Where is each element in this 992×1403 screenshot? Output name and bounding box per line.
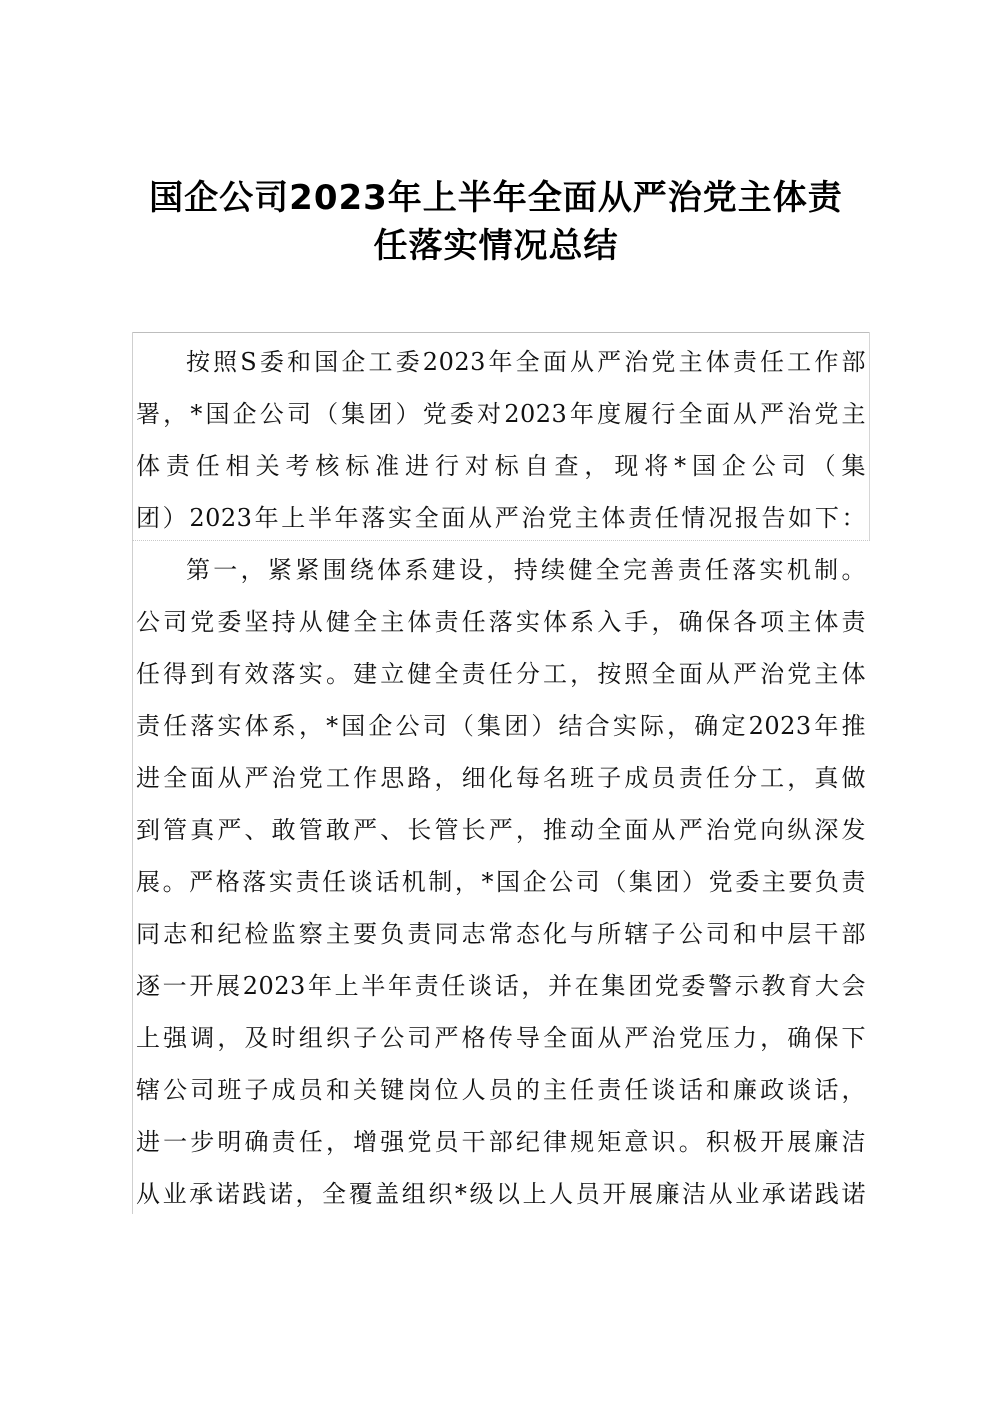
paragraph-line: 公司党委坚持从健全主体责任落实体系入手，确保各项主体责 bbox=[136, 608, 866, 636]
document-title-line-1: 国企公司2023年上半年全面从严治党主体责 bbox=[149, 178, 843, 218]
document-title-line-2: 任落实情况总结 bbox=[373, 226, 619, 266]
paragraph-line: 展。严格落实责任谈话机制，*国企公司（集团）党委主要负责 bbox=[136, 868, 866, 896]
frame-left-border bbox=[132, 332, 133, 1214]
paragraph-line: 到管真严、敢管敢严、长管长严，推动全面从严治党向纵深发 bbox=[136, 816, 866, 844]
paragraph-line: 第一，紧紧围绕体系建设，持续健全完善责任落实机制。 bbox=[186, 556, 866, 584]
frame-right-border bbox=[869, 332, 870, 540]
paragraph-line: 体责任相关考核标准进行对标自查，现将*国企公司（集 bbox=[136, 452, 866, 480]
paragraph-line: 团）2023年上半年落实全面从严治党主体责任情况报告如下： bbox=[136, 504, 866, 532]
paragraph-line: 任得到有效落实。建立健全责任分工，按照全面从严治党主体 bbox=[136, 660, 866, 688]
paragraph-line: 上强调，及时组织子公司严格传导全面从严治党压力，确保下 bbox=[136, 1024, 866, 1052]
document-title bbox=[120, 174, 872, 270]
paragraph-line: 进一步明确责任，增强党员干部纪律规矩意识。积极开展廉洁 bbox=[136, 1128, 866, 1156]
paragraph-line: 从业承诺践诺，全覆盖组织*级以上人员开展廉洁从业承诺践诺 bbox=[136, 1180, 866, 1208]
paragraph-line: 责任落实体系，*国企公司（集团）结合实际，确定2023年推 bbox=[136, 712, 866, 740]
paragraph-line: 逐一开展2023年上半年责任谈话，并在集团党委警示教育大会 bbox=[136, 972, 866, 1000]
paragraph-line: 署，*国企公司（集团）党委对2023年度履行全面从严治党主 bbox=[136, 400, 866, 428]
frame-top-border bbox=[132, 332, 870, 333]
paragraph-line: 进全面从严治党工作思路，细化每名班子成员责任分工，真做 bbox=[136, 764, 866, 792]
paragraph-intro bbox=[136, 336, 866, 544]
paragraph-section-one bbox=[136, 544, 866, 1220]
paragraph-line: 辖公司班子成员和关键岗位人员的主任责任谈话和廉政谈话， bbox=[136, 1076, 866, 1104]
paragraph-line: 同志和纪检监察主要负责同志常态化与所辖子公司和中层干部 bbox=[136, 920, 866, 948]
paragraph-line: 按照S委和国企工委2023年全面从严治党主体责任工作部 bbox=[186, 348, 866, 376]
